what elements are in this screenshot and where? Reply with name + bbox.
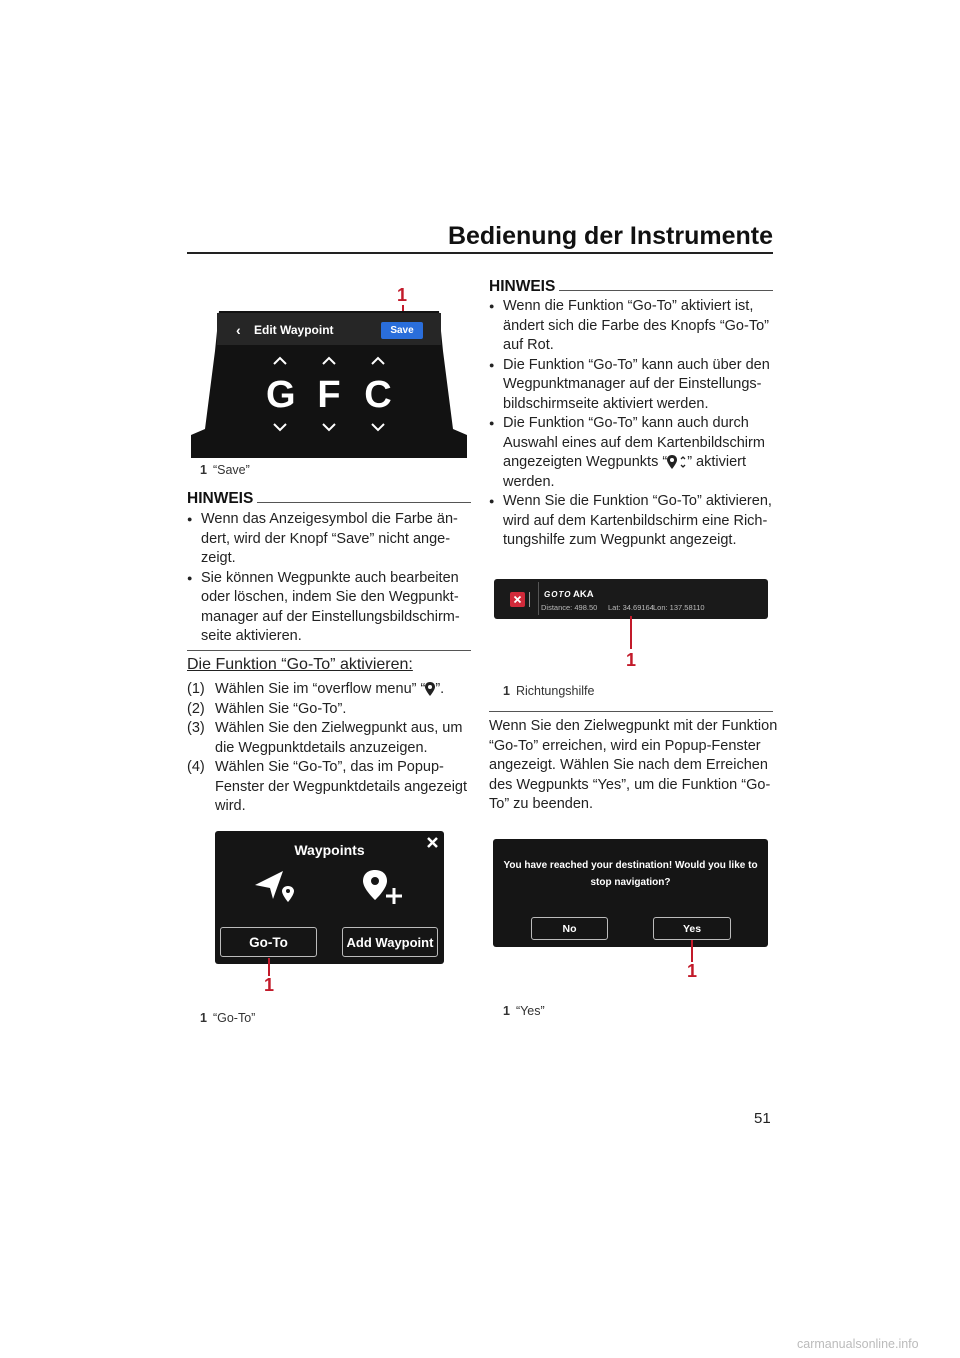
lon-readout: Lon: 137.58110 (653, 603, 705, 612)
edit-waypoint-title: Edit Waypoint (254, 323, 334, 337)
back-chevron-icon[interactable]: ‹ (236, 322, 241, 338)
watermark: carmanualsonline.info (797, 1337, 919, 1351)
title-rule (187, 252, 773, 254)
hinweis2-end-rule (489, 711, 773, 712)
page-title: Bedienung der Instrumente (447, 222, 773, 250)
hinweis1-heading: HINWEIS (187, 490, 471, 508)
letter-1[interactable]: G (266, 374, 296, 416)
hinweis2-heading: HINWEIS (489, 278, 773, 296)
list-item: ● Die Funktion “Go-To” kann auch durch Auswahl eines auf dem Kartenbildschirm angezeigten Wegpunkts “ ” aktiviert werden. (489, 414, 779, 492)
hinweis1-end-rule (187, 650, 471, 651)
divider (538, 582, 539, 615)
list-item: (4) Wählen Sie “Go-To”, das im Popup- Fenster der Wegpunktdetails angezeigt wird. (187, 759, 468, 814)
figure4-caption: 1 “Yes” (503, 1004, 545, 1018)
letter-2[interactable]: F (317, 374, 341, 416)
goto-tag: GOTO (544, 590, 572, 599)
hinweis1-list (187, 510, 471, 647)
waypoint-name: AKA (573, 589, 594, 600)
figure4-callout: 1 (687, 961, 698, 981)
chevron-down-icon (372, 424, 384, 430)
list-item: (1) Wählen Sie im “overflow menu” “ ”. (187, 681, 445, 697)
figure2-callout: 1 (264, 975, 275, 995)
no-button[interactable]: No (531, 917, 608, 940)
page-number: 51 (754, 1110, 771, 1127)
go-to-button[interactable]: Go-To (220, 927, 317, 957)
chevron-up-icon (274, 358, 286, 364)
stop-goto-button[interactable] (510, 592, 525, 607)
close-icon (510, 592, 525, 607)
figure1-caption: 1 “Save” (200, 463, 250, 477)
chevron-down-icon (323, 424, 335, 430)
chevron-up-icon (323, 358, 335, 364)
list-item: (2) Wählen Sie “Go-To”. (187, 700, 347, 717)
list-item: ● Wenn das Anzeigesymbol die Farbe än- dert, wird der Knopf “Save” nicht ange- zeigt. (187, 510, 471, 569)
list-item: ● Wenn die Funktion “Go-To” aktiviert ist, ändert sich die Farbe des Knopfs “Go-To” auf Rot. (489, 297, 779, 356)
list-item: (3) Wählen Sie den Zielwegpunkt aus, um die Wegpunktdetails anzuzeigen. (187, 720, 463, 756)
list-item: ● Sie können Wegpunkte auch bearbeiten oder löschen, indem Sie den Wegpunkt- manager auf der Einstellungsbildschirm- seite aktivieren. (187, 569, 471, 647)
section-title: Die Funktion “Go-To” aktivieren: (187, 656, 413, 673)
goto-bar (494, 579, 768, 619)
letter-3[interactable]: C (364, 374, 392, 416)
chevron-down-icon (274, 424, 286, 430)
save-button[interactable]: Save (381, 322, 423, 339)
distance-readout: Distance: 498.50 (541, 603, 598, 612)
hinweis2-list (489, 297, 779, 551)
steps-list (187, 680, 477, 817)
figure3-callout: 1 (626, 650, 637, 670)
waypoints-title: Waypoints (294, 842, 365, 858)
yes-button[interactable]: Yes (653, 917, 731, 940)
chevron-up-icon (372, 358, 384, 364)
figure2-caption: 1 “Go-To” (200, 1011, 256, 1025)
goto-end-paragraph: Wenn Sie den Zielwegpunkt mit der Funktion “Go-To” erreichen, wird ein Popup-Fenster angezeigt. Wählen Sie nach dem Erreichen des Wegpunkts “Yes”, um die Funktion “Go- To” zu beenden. (489, 718, 778, 812)
list-item: ● Wenn Sie die Funktion “Go-To” aktivieren, wird auf dem Kartenbildschirm eine Rich- tungshilfe zum Wegpunkt angezeigt. (489, 492, 779, 551)
destination-message: You have reached your destination! Would you like to stop navigation? (503, 860, 758, 888)
figure1-callout: 1 (397, 285, 408, 305)
close-icon[interactable] (426, 836, 439, 849)
lat-readout: Lat: 34.69164 (608, 603, 654, 612)
add-waypoint-button[interactable]: Add Waypoint (342, 927, 438, 957)
map-pin-icon (425, 682, 435, 696)
figure3-caption: 1 Richtungshilfe (503, 684, 595, 698)
list-item: ● Die Funktion “Go-To” kann auch über den Wegpunktmanager auf der Einstellungs- bildschirmseite aktiviert werden. (489, 356, 779, 415)
figure2-callout-line (268, 958, 270, 976)
navigate-icon (253, 869, 295, 905)
divider (529, 592, 530, 607)
figure3-callout-line (630, 616, 632, 649)
add-waypoint-icon (361, 870, 405, 908)
waypoint-pin-icon (667, 455, 687, 469)
figure4-callout-line (691, 940, 693, 962)
